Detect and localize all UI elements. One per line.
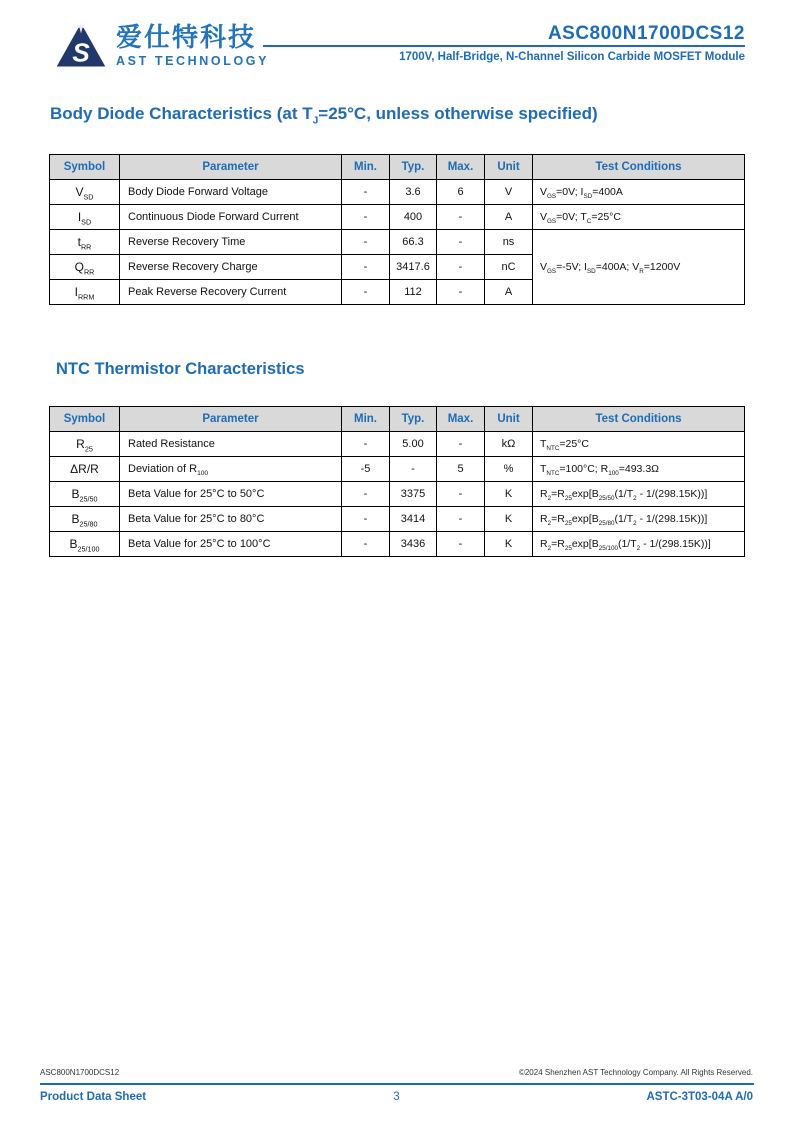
col-header-min: Min. — [342, 155, 390, 180]
unit-cell: A — [485, 280, 533, 305]
min-cell: - — [342, 280, 390, 305]
unit-cell: nC — [485, 255, 533, 280]
section-title-ntc: NTC Thermistor Characteristics — [56, 360, 305, 378]
col-header-max: Max. — [437, 155, 485, 180]
table-row — [50, 457, 745, 482]
col-header-max: Max. — [437, 407, 485, 432]
col-header-conditions: Test Conditions — [533, 407, 745, 432]
parameter-cell: Beta Value for 25°C to 80°C — [120, 507, 342, 532]
min-cell: - — [342, 180, 390, 205]
typ-cell: 3414 — [390, 507, 437, 532]
min-cell: - — [342, 532, 390, 557]
col-header-unit: Unit — [485, 407, 533, 432]
company-logo — [55, 19, 269, 69]
min-cell: -5 — [342, 457, 390, 482]
footer-doc-type: Product Data Sheet — [40, 1091, 147, 1103]
unit-cell: V — [485, 180, 533, 205]
symbol-cell: $V_{SD}$ — [50, 180, 120, 205]
typ-cell: 3436 — [390, 532, 437, 557]
symbol-cell: ΔR/R — [50, 457, 120, 482]
symbol-cell: $I_{RRM}$ — [50, 280, 120, 305]
table-header-row — [50, 155, 745, 180]
max-cell: 5 — [437, 457, 485, 482]
min-cell: - — [342, 507, 390, 532]
parameter-cell: Reverse Recovery Charge — [120, 255, 342, 280]
col-header-typ: Typ. — [390, 155, 437, 180]
typ-cell: 400 — [390, 205, 437, 230]
typ-cell: 66.3 — [390, 230, 437, 255]
conditions-cell-merged: $V_{GS}=-5V$; $I_{SD}=400A$; $V_R=1200V$ — [533, 230, 745, 305]
conditions-cell: $V_{GS}=0V$; $T_C=25^\circ C$ — [533, 205, 745, 230]
typ-cell: - — [390, 457, 437, 482]
max-cell: - — [437, 230, 485, 255]
symbol-cell: $B_{25/100}$ — [50, 532, 120, 557]
conditions-cell: $T_{NTC}=25^\circ C$ — [533, 432, 745, 457]
logo-english-name: AST TECHNOLOGY — [116, 53, 270, 68]
parameter-cell: Continuous Diode Forward Current — [120, 205, 342, 230]
ast-logo-icon — [55, 19, 107, 69]
max-cell: - — [437, 280, 485, 305]
section-title-body-diode: Body Diode Characteristics (at $T_J=25^\circ C$, unless otherwise specified) — [50, 104, 598, 127]
max-cell: - — [437, 255, 485, 280]
col-header-conditions: Test Conditions — [533, 155, 745, 180]
header-divider — [263, 45, 745, 47]
col-header-typ: Typ. — [390, 407, 437, 432]
conditions-cell: $R_2=R_{25}\exp[B_{25/100}(1/T_2 - 1/(298.15K))]$ — [533, 532, 745, 557]
max-cell: - — [437, 482, 485, 507]
parameter-cell: Reverse Recovery Time — [120, 230, 342, 255]
col-header-unit: Unit — [485, 155, 533, 180]
typ-cell: 3417.6 — [390, 255, 437, 280]
table-row — [50, 205, 745, 230]
table-row — [50, 432, 745, 457]
parameter-cell: Deviation of $R_{100}$ — [120, 457, 342, 482]
max-cell: - — [437, 507, 485, 532]
part-number: ASC800N1700DCS12 — [547, 23, 745, 44]
symbol-cell: $R_{25}$ — [50, 432, 120, 457]
max-cell: - — [437, 432, 485, 457]
typ-cell: 3375 — [390, 482, 437, 507]
max-cell: - — [437, 205, 485, 230]
col-header-parameter: Parameter — [120, 407, 342, 432]
parameter-cell: Rated Resistance — [120, 432, 342, 457]
body-diode-table — [49, 154, 745, 305]
parameter-cell: Peak Reverse Recovery Current — [120, 280, 342, 305]
parameter-cell: Body Diode Forward Voltage — [120, 180, 342, 205]
conditions-cell: $R_2=R_{25}\exp[B_{25/50}(1/T_2 - 1/(298.15K))]$ — [533, 482, 745, 507]
unit-cell: K — [485, 482, 533, 507]
conditions-cell: $R_2=R_{25}\exp[B_{25/80}(1/T_2 - 1/(298.15K))]$ — [533, 507, 745, 532]
min-cell: - — [342, 482, 390, 507]
table-row — [50, 532, 745, 557]
min-cell: - — [342, 432, 390, 457]
parameter-cell: Beta Value for 25°C to 100°C — [120, 532, 342, 557]
logo-text — [116, 23, 269, 68]
typ-cell: 3.6 — [390, 180, 437, 205]
ntc-table — [49, 406, 745, 557]
col-header-symbol: Symbol — [50, 407, 120, 432]
symbol-cell: $I_{SD}$ — [50, 205, 120, 230]
footer-copyright: ©2024 Shenzhen AST Technology Company. All Rights Reserved. — [518, 1068, 753, 1077]
footer-doc-code: ASTC-3T03-04A A/0 — [646, 1091, 753, 1103]
footer-doc-number: ASC800N1700DCS12 — [40, 1068, 120, 1077]
typ-cell: 112 — [390, 280, 437, 305]
typ-cell: 5.00 — [390, 432, 437, 457]
symbol-cell: $B_{25/50}$ — [50, 482, 120, 507]
svg-text:S: S — [72, 37, 90, 68]
col-header-min: Min. — [342, 407, 390, 432]
col-header-symbol: Symbol — [50, 155, 120, 180]
symbol-cell: $B_{25/80}$ — [50, 507, 120, 532]
unit-cell: ns — [485, 230, 533, 255]
min-cell: - — [342, 255, 390, 280]
unit-cell: % — [485, 457, 533, 482]
unit-cell: K — [485, 507, 533, 532]
logo-chinese-name: 爱仕特科技 — [116, 22, 257, 52]
table-row — [50, 507, 745, 532]
conditions-cell: $V_{GS}=0V$; $I_{SD}=400A$ — [533, 180, 745, 205]
col-header-parameter: Parameter — [120, 155, 342, 180]
device-subtitle: 1700V, Half-Bridge, N-Channel Silicon Carbide MOSFET Module — [399, 51, 745, 63]
table-row — [50, 180, 745, 205]
min-cell: - — [342, 205, 390, 230]
parameter-cell: Beta Value for 25°C to 50°C — [120, 482, 342, 507]
conditions-cell: $T_{NTC}=100^\circ C$; $R_{100}=493.3\Omega$ — [533, 457, 745, 482]
unit-cell: kΩ — [485, 432, 533, 457]
unit-cell: A — [485, 205, 533, 230]
footer-page-number: 3 — [393, 1091, 400, 1103]
table-row — [50, 482, 745, 507]
max-cell: 6 — [437, 180, 485, 205]
footer-divider — [40, 1083, 754, 1085]
symbol-cell: $t_{RR}$ — [50, 230, 120, 255]
unit-cell: K — [485, 532, 533, 557]
symbol-cell: $Q_{RR}$ — [50, 255, 120, 280]
table-row — [50, 230, 745, 255]
max-cell: - — [437, 532, 485, 557]
table-header-row — [50, 407, 745, 432]
min-cell: - — [342, 230, 390, 255]
